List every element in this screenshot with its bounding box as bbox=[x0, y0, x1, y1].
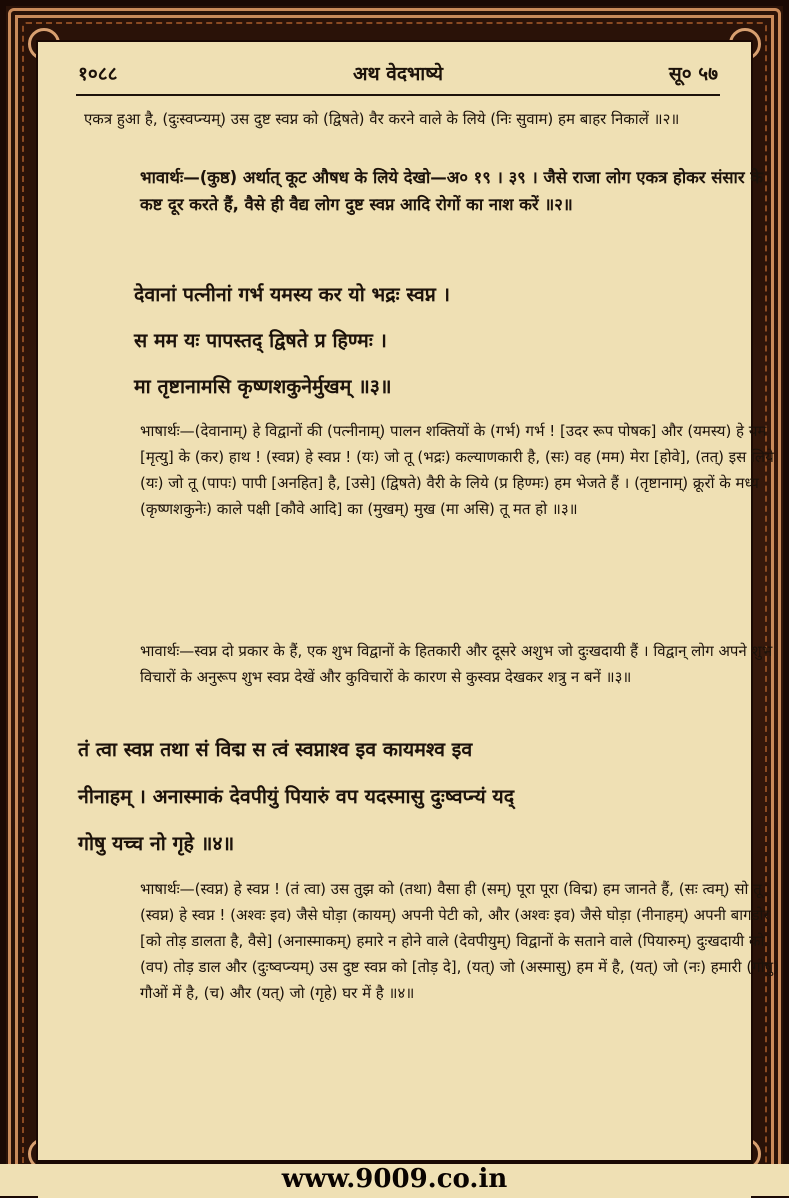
verse-4-line-1: तं त्वा स्वप्न तथा सं विद्म स त्वं स्वप्नाश्व इव कायमश्व इव bbox=[78, 738, 473, 761]
header-rule bbox=[76, 94, 720, 96]
verse-4-line-2: नीनाहम् । अनास्माकं देवपीयुं पियारुं वप यदस्मासु दुःष्वप्न्यं यद् bbox=[78, 785, 515, 808]
paragraph-continuation: एकत्र हुआ है, (दुःस्वप्न्यम्) उस दुष्ट स्वप्न को (द्विषते) वैर करने वाले के लिये (निः सुवाम) हम बाहर निकालें ॥२॥ bbox=[84, 110, 680, 128]
page-number: १०८८ bbox=[78, 63, 118, 85]
verse-4-line-3: गोषु यच्च नो गृहे ॥४॥ bbox=[78, 832, 235, 855]
verse-4 bbox=[78, 726, 718, 867]
sukta-number: सू० ५७ bbox=[668, 63, 718, 85]
verse-3-line-3: मा तृष्टानामसि कृष्णशकुनेर्मुखम् ॥३॥ bbox=[134, 375, 392, 398]
verse-3 bbox=[84, 272, 724, 410]
paragraph-bhavarth-3: भावार्थः—स्वप्न दो प्रकार के हैं, एक शुभ विद्वानों के हितकारी और दूसरे अशुभ जो दुःखदायी हैं । विद्वान् लोग अपने शुभ विचारों के अनुरूप शुभ स्वप्न देखें और कुविचारों के कारण से कुस्वप्न देखकर शत्रु न बनें ॥३॥ bbox=[140, 642, 773, 686]
paragraph-bhavarth-2: भावार्थः—(कुष्ठ) अर्थात् कूट औषध के लिये देखो—अ० १९ । ३९ । जैसे राजा लोग एकत्र होकर संसार के कष्ट दूर करते हैं, वैसे ही वैद्य लोग दुष्ट स्वप्न आदि रोगों का नाश करें ॥२॥ bbox=[140, 168, 763, 214]
page-header bbox=[78, 60, 718, 90]
scanned-page bbox=[36, 40, 780, 1162]
paragraph-bhashartha-4: भाषार्थः—(स्वप्न) हे स्वप्न ! (तं त्वा) उस तुझ को (तथा) वैसा ही (सम्) पूरा पूरा (विद्म) हम जानते हैं, (सः त्वम्) सो तू (स्वप्न) हे स्वप्न ! (अश्वः इव) जैसे घोड़ा (कायम्) अपनी पेटी को, और (अश्वः इव) जैसे घोड़ा (नीनाहम्) अपनी बागडोर [को तोड़ डालता है, वैसे] (अनास्माकम्) हमारे न होने वाले (देवपीयुम्) विद्वानों के सताने वाले (पियारुम्) दुःखदायी को (वप) तोड़ डाल और (दुःष्वप्न्यम्) उस दुष्ट स्वप्न को [तोड़ दे], (यत्) जो (अस्मासु) हम में है, (यत्) जो (नः) हमारी (गोषु) गौओं में है, (च) और (यत्) जो (गृहे) घर में है ॥४॥ bbox=[140, 880, 780, 1002]
verse-3-line-2: स मम यः पापस्तद् द्विषते प्र हिण्मः । bbox=[134, 329, 387, 352]
page-title: अथ वेदभाष्ये bbox=[353, 63, 443, 85]
paragraph-bhashartha-3: भाषार्थः—(देवानाम्) हे विद्वानों की (पत्नीनाम्) पालन शक्तियों के (गर्भ) गर्भ ! [उदर रूप पोषक] और (यमस्य) हे यम [मृत्यु] के (कर) हाथ ! (स्वप्न) हे स्वप्न ! (यः) जो तू (भद्रः) कल्याणकारी है, (सः) वह (मम) मेरा [होवे], (तत्) इस लिये (यः) जो तू (पापः) पापी [अनहित] है, [उसे] (द्विषते) वैरी के लिये (प्र हिण्मः) हम भेजते हैं । (तृष्टानाम्) क्रूरों के मध्य (कृष्णशकुनेः) काले पक्षी [कौवे आदि] का (मुखम्) मुख (मा असि) तू मत हो ॥३॥ bbox=[140, 422, 774, 518]
website-footer: www.9009.co.in bbox=[0, 1164, 789, 1196]
verse-3-line-1: देवानां पत्नीनां गर्भ यमस्य कर यो भद्रः स्वप्न । bbox=[134, 283, 451, 306]
